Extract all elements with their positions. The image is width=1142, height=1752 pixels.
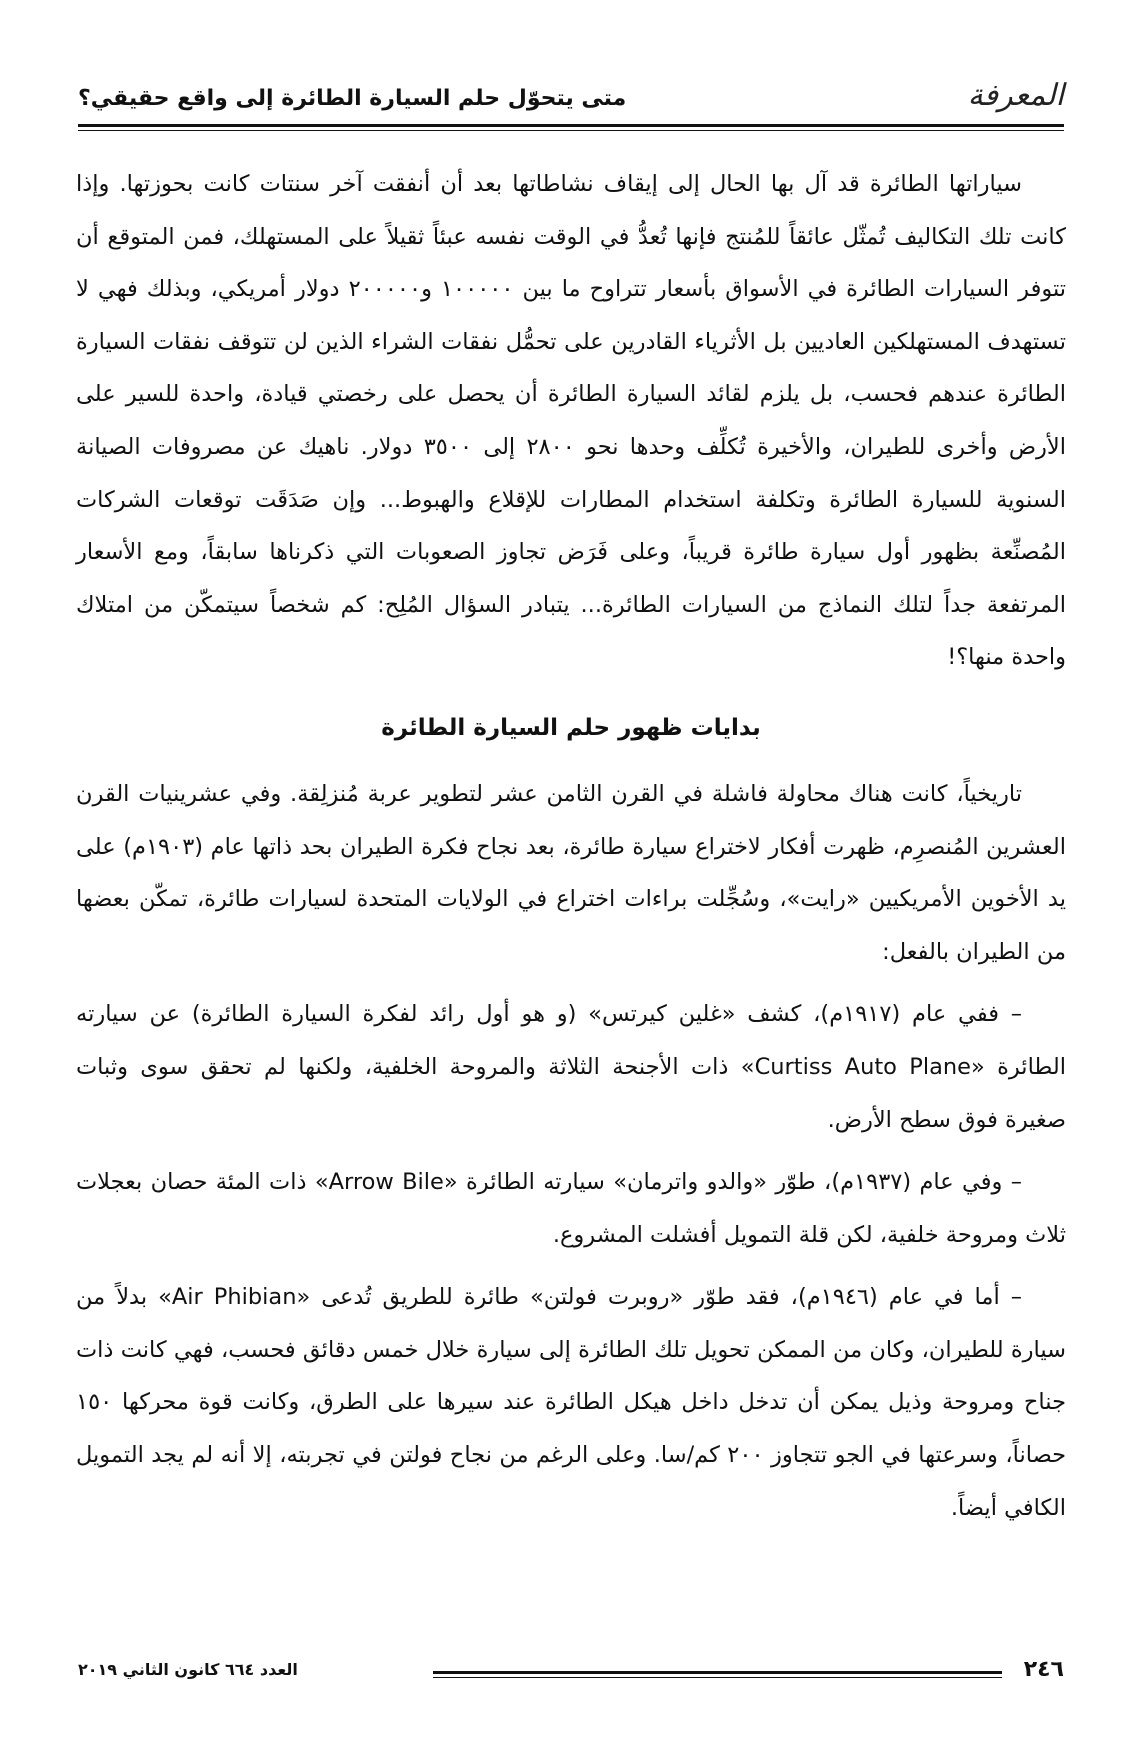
magazine-logo: المعرفة bbox=[967, 78, 1064, 113]
paragraph-fulton: – أما في عام (١٩٤٦م)، فقد طوّر «روبرت فولتن» طائرة للطريق تُدعى «Air Phibian» بدلاً من سيارة للطيران، وكان من الممكن تحويل تلك الطائرة إلى سيارة خلال خمس دقائق فحسب، فهي كانت ذات جناح ومروحة وذيل يمكن أن تدخل داخل هيكل الطائرة عند سيرها على الطرق، وكانت قوة محركها ١٥٠ حصاناً، وسرعتها في الجو تتجاوز ٢٠٠ كم/سا. وعلى الرغم من نجاح فولتن في تجربته، إلا أنه لم يجد التمويل الكافي أيضاً. bbox=[76, 1284, 1066, 1521]
footer-rule-thin bbox=[433, 1677, 1002, 1678]
footer-rule bbox=[433, 1671, 1002, 1674]
issue-info: العدد ٦٦٤ كانون الثاني ٢٠١٩ bbox=[78, 1660, 298, 1679]
paragraph-cost: سياراتها الطائرة قد آل بها الحال إلى إيقاف نشاطاتها بعد أن أنفقت آخر سنتات كانت بحوزتها. وإذا كانت تلك التكاليف تُمثّل عائقاً للمُنتج فإنها تُعدُّ في الوقت نفسه عبئاً ثقيلاً على المستهلك، فمن المتوقع أن تتوفر السيارات الطائرة في الأسواق بأسعار تتراوح ما بين ١٠٠٠٠٠ و٢٠٠٠٠٠ دولار أمريكي، وبذلك فهي لا تستهدف المستهلكين العاديين بل الأثرياء القادرين على تحمُّل نفقات الشراء الذين لن تتوقف نفقات السيارة الطائرة عندهم فحسب، بل يلزم لقائد السيارة الطائرة أن يحصل على رخصتي قيادة، واحدة للسير على الأرض وأخرى للطيران، والأخيرة تُكلِّف وحدها نحو ٢٨٠٠ إلى ٣٥٠٠ دولار. ناهيك عن مصروفات الصيانة السنوية للسيارة الطائرة وتكلفة استخدام المطارات للإقلاع والهبوط... وإن صَدَقَت توقعات الشركات المُصنِّعة بظهور أول سيارة طائرة قريباً، وعلى فَرَض تجاوز الصعوبات التي ذكرناها سابقاً، ومع الأسعار المرتفعة جداً لتلك النماذج من السيارات الطائرة... يتبادر السؤال المُلِح: كم شخصاً سيتمكّن من امتلاك واحدة منها؟! bbox=[76, 171, 1067, 671]
section-heading: بدايات ظهور حلم السيارة الطائرة bbox=[381, 714, 761, 741]
article-body bbox=[76, 158, 1066, 1534]
running-title: متى يتحوّل حلم السيارة الطائرة إلى واقع حقيقي؟ bbox=[78, 86, 627, 111]
header-rule bbox=[78, 124, 1064, 127]
paragraph-history: تاريخياً، كانت هناك محاولة فاشلة في القرن الثامن عشر لتطوير عربة مُنزلِقة. وفي عشرينيات القرن العشرين المُنصرِم، ظهرت أفكار لاختراع سيارة طائرة، بعد نجاح فكرة الطيران بحد ذاتها عام (١٩٠٣م) على يد الأخوين الأمريكيين «رايت»، وسُجِّلت براءات اختراع في الولايات المتحدة لسيارات طائرة، تمكّن بعضها من الطيران بالفعل: bbox=[76, 780, 1066, 965]
header-rule-thin bbox=[78, 130, 1064, 131]
page-footer bbox=[78, 1655, 1064, 1695]
paragraph-curtiss: – ففي عام (١٩١٧م)، كشف «غلين كيرتس» (و هو أول رائد لفكرة السيارة الطائرة) عن سيارته الطائرة «Curtiss Auto Plane» ذات الأجنحة الثلاثة والمروحة الخلفية، ولكنها لم تحقق سوى وثبات صغيرة فوق سطح الأرض. bbox=[76, 1001, 1066, 1133]
paragraph-waterman: – وفي عام (١٩٣٧م)، طوّر «والدو واترمان» سيارته الطائرة «Arrow Bile» ذات المئة حصان بعجلات ثلاث ومروحة خلفية، لكن قلة التمويل أفشلت المشروع. bbox=[76, 1169, 1066, 1248]
page-number: ٢٤٦ bbox=[1023, 1657, 1064, 1682]
page-header bbox=[78, 64, 1064, 128]
